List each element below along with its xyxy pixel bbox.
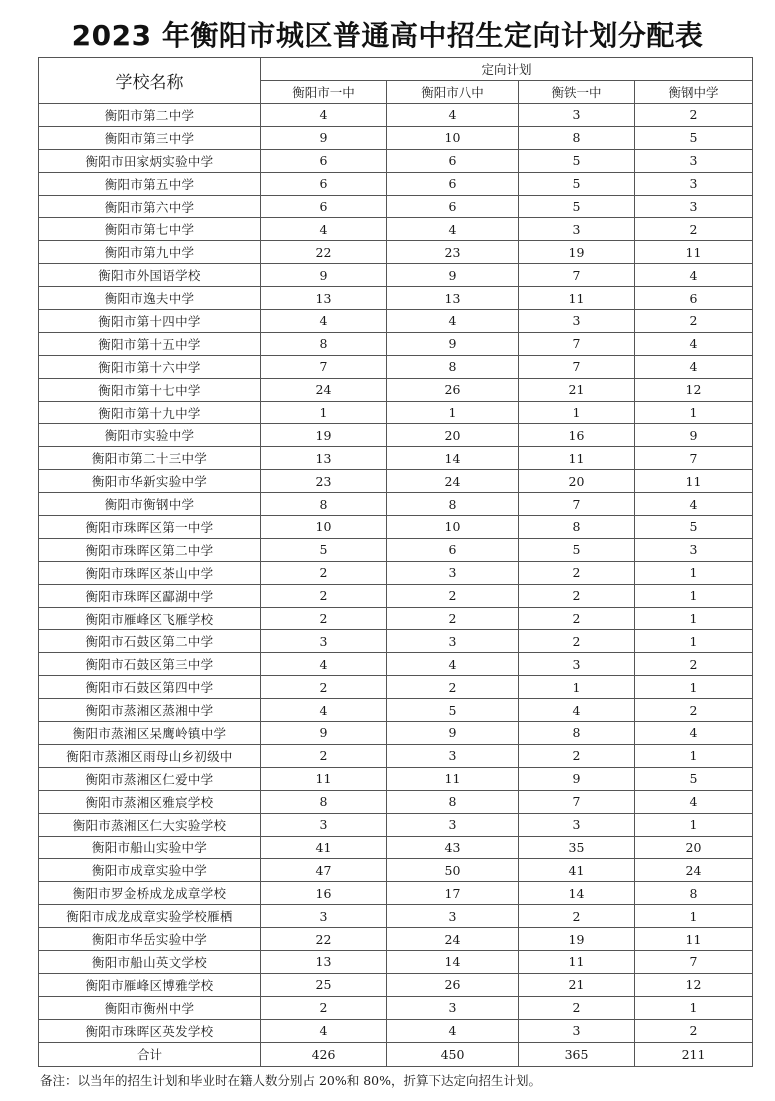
quota-cell: 7 [519,332,635,355]
school-name-cell: 衡阳市逸夫中学 [39,287,261,310]
table-row [39,447,753,470]
quota-cell: 6 [261,172,387,195]
quota-cell: 8 [261,332,387,355]
school-name-cell: 衡阳市珠晖区第二中学 [39,538,261,561]
school-name-cell: 衡阳市石鼓区第三中学 [39,653,261,676]
quota-cell: 10 [387,516,519,539]
school-name-cell: 衡阳市珠晖区茶山中学 [39,561,261,584]
quota-cell: 16 [261,882,387,905]
table-row [39,195,753,218]
quota-cell: 21 [519,378,635,401]
quota-cell: 9 [387,264,519,287]
quota-cell: 7 [519,790,635,813]
school-name-cell: 衡阳市第九中学 [39,241,261,264]
school-name-cell: 衡阳市蒸湘区仁爱中学 [39,767,261,790]
quota-cell: 2 [635,1019,753,1042]
quota-cell: 1 [635,561,753,584]
table-row [39,470,753,493]
quota-cell: 3 [261,813,387,836]
school-name-cell: 衡阳市珠晖区英发学校 [39,1019,261,1042]
quota-cell: 2 [387,584,519,607]
table-row [39,699,753,722]
quota-cell: 24 [635,859,753,882]
quota-cell: 4 [635,493,753,516]
quota-cell: 3 [387,744,519,767]
quota-cell: 4 [261,653,387,676]
quota-cell: 3 [387,905,519,928]
school-name-cell: 衡阳市第十七中学 [39,378,261,401]
quota-cell: 25 [261,973,387,996]
quota-cell: 24 [387,928,519,951]
table-row [39,378,753,401]
quota-cell: 1 [635,607,753,630]
total-row [39,1042,753,1066]
table-body [39,104,753,1043]
quota-cell: 35 [519,836,635,859]
quota-cell: 5 [635,126,753,149]
total-cell: 450 [387,1042,519,1066]
school-name-cell: 衡阳市珠晖区酃湖中学 [39,584,261,607]
school-name-cell: 衡阳市雁峰区飞雁学校 [39,607,261,630]
quota-cell: 4 [387,1019,519,1042]
quota-cell: 16 [519,424,635,447]
quota-cell: 2 [519,607,635,630]
quota-cell: 20 [519,470,635,493]
quota-cell: 17 [387,882,519,905]
quota-cell: 3 [635,538,753,561]
quota-cell: 3 [519,218,635,241]
quota-cell: 2 [519,905,635,928]
table-row [39,287,753,310]
quota-cell: 1 [635,744,753,767]
quota-cell: 4 [635,264,753,287]
quota-cell: 24 [261,378,387,401]
school-name-cell: 衡阳市雁峰区博雅学校 [39,973,261,996]
quota-cell: 43 [387,836,519,859]
school-name-cell: 衡阳市华新实验中学 [39,470,261,493]
quota-cell: 41 [519,859,635,882]
quota-cell: 1 [519,676,635,699]
quota-cell: 4 [635,332,753,355]
quota-cell: 4 [387,653,519,676]
table-row [39,653,753,676]
quota-cell: 3 [635,149,753,172]
quota-cell: 12 [635,378,753,401]
school-name-cell: 衡阳市第三中学 [39,126,261,149]
quota-cell: 6 [261,195,387,218]
total-cell: 211 [635,1042,753,1066]
quota-cell: 1 [635,676,753,699]
quota-cell: 8 [261,790,387,813]
school-name-cell: 衡阳市实验中学 [39,424,261,447]
table-row [39,310,753,333]
quota-cell: 4 [261,218,387,241]
quota-cell: 19 [261,424,387,447]
quota-cell: 2 [261,676,387,699]
quota-cell: 2 [261,996,387,1019]
school-name-cell: 衡阳市罗金桥成龙成章学校 [39,882,261,905]
quota-cell: 11 [519,950,635,973]
quota-cell: 2 [261,744,387,767]
table-row [39,241,753,264]
quota-cell: 5 [635,516,753,539]
table-row [39,264,753,287]
quota-cell: 4 [261,310,387,333]
quota-cell: 3 [387,996,519,1019]
table-row [39,996,753,1019]
table-row [39,607,753,630]
quota-cell: 11 [635,928,753,951]
quota-cell: 2 [635,653,753,676]
school-name-cell: 衡阳市第二十三中学 [39,447,261,470]
quota-cell: 7 [635,950,753,973]
quota-cell: 13 [261,447,387,470]
table-row [39,126,753,149]
quota-cell: 23 [261,470,387,493]
quota-cell: 1 [635,401,753,424]
school-name-cell: 衡阳市蒸湘区蒸湘中学 [39,699,261,722]
school-name-cell: 衡阳市田家炳实验中学 [39,149,261,172]
quota-cell: 11 [519,287,635,310]
quota-cell: 3 [261,630,387,653]
quota-cell: 3 [387,813,519,836]
quota-cell: 6 [261,149,387,172]
quota-cell: 3 [519,813,635,836]
quota-cell: 5 [635,767,753,790]
quota-cell: 41 [261,836,387,859]
school-name-cell: 衡阳市蒸湘区仁大实验学校 [39,813,261,836]
table-row [39,859,753,882]
table-row [39,905,753,928]
table-row [39,332,753,355]
table-row [39,172,753,195]
table-row [39,516,753,539]
school-name-cell: 衡阳市第十四中学 [39,310,261,333]
school-name-cell: 衡阳市华岳实验中学 [39,928,261,951]
quota-cell: 2 [635,310,753,333]
school-name-cell: 衡阳市石鼓区第二中学 [39,630,261,653]
quota-cell: 8 [261,493,387,516]
quota-cell: 2 [635,218,753,241]
school-name-cell: 衡阳市外国语学校 [39,264,261,287]
quota-cell: 22 [261,241,387,264]
table-row [39,744,753,767]
table-row [39,355,753,378]
quota-cell: 6 [387,172,519,195]
table-row [39,424,753,447]
table-row [39,149,753,172]
quota-cell: 19 [519,241,635,264]
quota-cell: 8 [387,790,519,813]
quota-cell: 4 [635,790,753,813]
quota-cell: 19 [519,928,635,951]
school-name-cell: 衡阳市第五中学 [39,172,261,195]
quota-cell: 7 [519,264,635,287]
quota-cell: 11 [261,767,387,790]
quota-cell: 8 [519,126,635,149]
quota-cell: 11 [519,447,635,470]
quota-cell: 4 [635,722,753,745]
quota-cell: 20 [387,424,519,447]
quota-cell: 3 [261,905,387,928]
quota-cell: 6 [387,195,519,218]
school-name-cell: 衡阳市衡钢中学 [39,493,261,516]
quota-cell: 3 [519,310,635,333]
quota-cell: 2 [261,607,387,630]
quota-cell: 2 [519,561,635,584]
quota-cell: 8 [519,516,635,539]
quota-cell: 2 [261,561,387,584]
quota-cell: 9 [387,722,519,745]
quota-cell: 8 [387,493,519,516]
quota-cell: 13 [387,287,519,310]
school-name-cell: 衡阳市成龙成章实验学校雁栖 [39,905,261,928]
quota-cell: 6 [387,149,519,172]
quota-cell: 2 [519,996,635,1019]
table-row [39,928,753,951]
table-row [39,1019,753,1042]
quota-table [38,57,753,1067]
quota-cell: 20 [635,836,753,859]
quota-cell: 14 [387,950,519,973]
quota-cell: 12 [635,973,753,996]
quota-cell: 8 [635,882,753,905]
quota-cell: 7 [519,493,635,516]
quota-cell: 3 [519,1019,635,1042]
page-title: 2023 年衡阳市城区普通高中招生定向计划分配表 [71,19,704,52]
quota-cell: 2 [635,699,753,722]
quota-cell: 3 [519,104,635,127]
quota-cell: 7 [519,355,635,378]
quota-cell: 1 [261,401,387,424]
table-row [39,722,753,745]
quota-cell: 4 [387,310,519,333]
quota-cell: 4 [387,104,519,127]
quota-cell: 22 [261,928,387,951]
quota-cell: 5 [519,195,635,218]
quota-cell: 1 [635,630,753,653]
table-row [39,561,753,584]
quota-cell: 9 [519,767,635,790]
quota-cell: 4 [519,699,635,722]
column-header: 衡铁一中 [519,81,635,104]
table-row [39,584,753,607]
quota-cell: 8 [387,355,519,378]
quota-cell: 3 [519,653,635,676]
quota-group-header: 定向计划 [261,58,753,81]
footnote: 备注：以当年的招生计划和毕业时在籍人数分别占 20%和 80%，折算下达定向招生计划。 [40,1073,542,1088]
school-name-cell: 衡阳市船山实验中学 [39,836,261,859]
quota-cell: 1 [387,401,519,424]
school-name-cell: 衡阳市第十六中学 [39,355,261,378]
quota-cell: 26 [387,973,519,996]
school-name-cell: 衡阳市第二中学 [39,104,261,127]
quota-cell: 4 [387,218,519,241]
quota-cell: 2 [387,676,519,699]
quota-cell: 14 [387,447,519,470]
quota-cell: 5 [519,172,635,195]
table-row [39,676,753,699]
quota-cell: 23 [387,241,519,264]
quota-cell: 2 [635,104,753,127]
quota-cell: 47 [261,859,387,882]
quota-cell: 7 [261,355,387,378]
quota-cell: 7 [635,447,753,470]
school-name-cell: 衡阳市第十五中学 [39,332,261,355]
total-cell: 426 [261,1042,387,1066]
quota-cell: 13 [261,950,387,973]
column-header: 衡阳市一中 [261,81,387,104]
quota-cell: 5 [261,538,387,561]
table-row [39,950,753,973]
quota-cell: 3 [635,172,753,195]
quota-cell: 50 [387,859,519,882]
quota-cell: 2 [519,630,635,653]
quota-cell: 1 [635,584,753,607]
column-header: 衡阳市八中 [387,81,519,104]
quota-cell: 5 [519,538,635,561]
total-cell: 365 [519,1042,635,1066]
quota-cell: 1 [519,401,635,424]
quota-cell: 11 [387,767,519,790]
quota-cell: 6 [387,538,519,561]
table-row [39,538,753,561]
quota-cell: 9 [261,722,387,745]
quota-cell: 11 [635,470,753,493]
school-name-header: 学校名称 [39,58,261,104]
quota-cell: 4 [261,104,387,127]
column-header: 衡钢中学 [635,81,753,104]
school-name-cell: 衡阳市船山英文学校 [39,950,261,973]
quota-cell: 21 [519,973,635,996]
quota-cell: 4 [261,1019,387,1042]
quota-cell: 5 [387,699,519,722]
school-name-cell: 衡阳市石鼓区第四中学 [39,676,261,699]
table-row [39,767,753,790]
table-row [39,973,753,996]
quota-cell: 5 [519,149,635,172]
quota-cell: 6 [635,287,753,310]
school-name-cell: 衡阳市珠晖区第一中学 [39,516,261,539]
table-row [39,790,753,813]
quota-cell: 2 [387,607,519,630]
quota-cell: 26 [387,378,519,401]
quota-cell: 13 [261,287,387,310]
quota-cell: 9 [387,332,519,355]
quota-cell: 9 [261,126,387,149]
total-label: 合计 [39,1042,261,1066]
quota-cell: 11 [635,241,753,264]
quota-cell: 2 [519,584,635,607]
quota-cell: 3 [387,561,519,584]
table-row [39,813,753,836]
school-name-cell: 衡阳市衡州中学 [39,996,261,1019]
school-name-cell: 衡阳市第十九中学 [39,401,261,424]
quota-cell: 14 [519,882,635,905]
quota-cell: 3 [635,195,753,218]
quota-cell: 9 [261,264,387,287]
school-name-cell: 衡阳市蒸湘区呆鹰岭镇中学 [39,722,261,745]
school-name-cell: 衡阳市第七中学 [39,218,261,241]
quota-cell: 1 [635,905,753,928]
school-name-cell: 衡阳市成章实验中学 [39,859,261,882]
quota-cell: 8 [519,722,635,745]
school-name-cell: 衡阳市第六中学 [39,195,261,218]
table-row [39,836,753,859]
school-name-cell: 衡阳市蒸湘区雅宸学校 [39,790,261,813]
table-row [39,630,753,653]
quota-cell: 4 [261,699,387,722]
table-row [39,493,753,516]
quota-cell: 10 [387,126,519,149]
school-name-cell: 衡阳市蒸湘区雨母山乡初级中 [39,744,261,767]
quota-cell: 2 [519,744,635,767]
quota-cell: 2 [261,584,387,607]
table-row [39,104,753,127]
quota-cell: 3 [387,630,519,653]
quota-cell: 4 [635,355,753,378]
table-row [39,218,753,241]
table-row [39,882,753,905]
quota-cell: 1 [635,996,753,1019]
table-row [39,401,753,424]
quota-cell: 9 [635,424,753,447]
quota-cell: 1 [635,813,753,836]
quota-cell: 10 [261,516,387,539]
quota-cell: 24 [387,470,519,493]
